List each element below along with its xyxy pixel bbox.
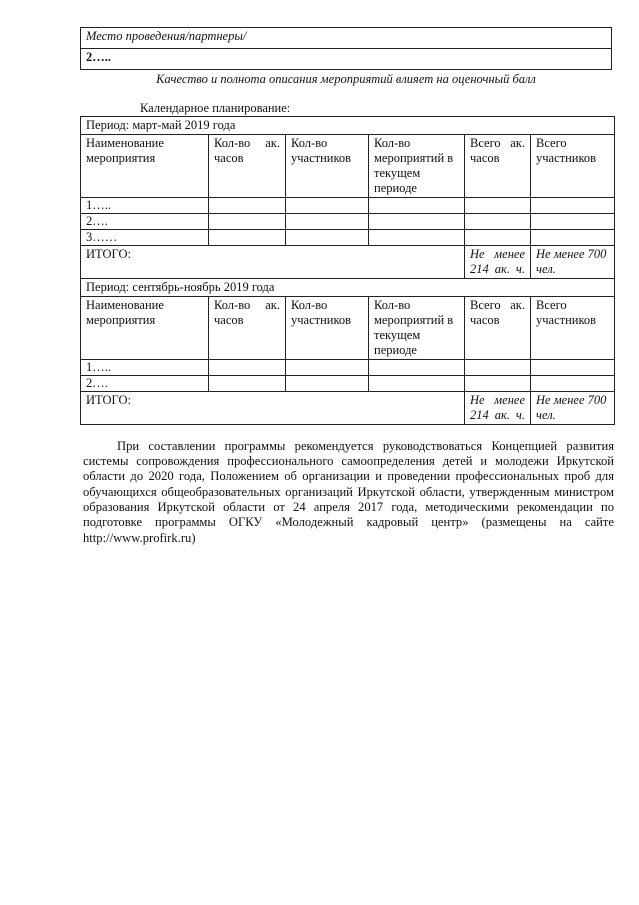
period-row: [81, 279, 615, 297]
table-row: [81, 198, 615, 214]
header-total-participants: Всего участников: [531, 297, 615, 360]
row-name: 1…..: [81, 198, 209, 214]
row-name: 2….: [81, 376, 209, 392]
table-row: [81, 360, 615, 376]
header-events: Кол-во мероприятий в текущем периоде: [369, 297, 465, 360]
period-row: [81, 117, 615, 135]
evaluation-note: Качество и полнота описания мероприятий влияет на оценочный балл: [156, 72, 536, 86]
total-participants-value: Не менее 700 чел.: [531, 246, 615, 279]
calendar-title: Календарное планирование:: [140, 101, 291, 115]
row-name: 2….: [81, 214, 209, 230]
calendar-plan-table: [80, 116, 615, 425]
header-participants: Кол-во участников: [286, 135, 369, 198]
table-row: [81, 376, 615, 392]
table-row: [81, 214, 615, 230]
total-participants-value: Не менее 700 чел.: [531, 392, 615, 425]
header-hours: Кол-во ак. часов: [209, 297, 286, 360]
header-name: Наименование мероприятия: [81, 135, 209, 198]
total-hours-value: Не менее 214 ак. ч.: [465, 392, 531, 425]
row-name: 3……: [81, 230, 209, 246]
table-header-row: [81, 135, 615, 198]
period-label: Период: март-май 2019 года: [81, 117, 615, 135]
table-header-row: [81, 297, 615, 360]
header-total-hours: Всего ак. часов: [465, 135, 531, 198]
recommendation-paragraph: При составлении программы рекомендуется руководствоваться Концепцией развития системы сопровождения профессионального самоопределения детей и молодежи Иркутской области до 2020 года, Положением об организации и проведении профессиональных проб для обучающихся общеобразовательных организаций Иркутской области, утвержденным министром образования Иркутской области от 24 апреля 2017 года, методическими рекомендации по подготовке программы ОГКУ «Молодежный кадровый центр» (размещены на сайте http://www.profirk.ru): [83, 438, 614, 545]
total-label: ИТОГО:: [81, 246, 465, 279]
total-row: [81, 392, 615, 425]
header-total-hours: Всего ак. часов: [465, 297, 531, 360]
item-label: 2…..: [81, 49, 612, 70]
header-participants: Кол-во участников: [286, 297, 369, 360]
row-name: 1…..: [81, 360, 209, 376]
header-name: Наименование мероприятия: [81, 297, 209, 360]
period-label: Период: сентябрь-ноябрь 2019 года: [81, 279, 615, 297]
header-total-participants: Всего участников: [531, 135, 615, 198]
header-hours: Кол-во ак. часов: [209, 135, 286, 198]
total-hours-value: Не менее 214 ак. ч.: [465, 246, 531, 279]
table-row: [81, 230, 615, 246]
total-row: [81, 246, 615, 279]
header-events: Кол-во мероприятий в текущем периоде: [369, 135, 465, 198]
venue-label: Место проведения/партнеры/: [81, 28, 612, 49]
venue-table: [80, 27, 612, 70]
total-label: ИТОГО:: [81, 392, 465, 425]
